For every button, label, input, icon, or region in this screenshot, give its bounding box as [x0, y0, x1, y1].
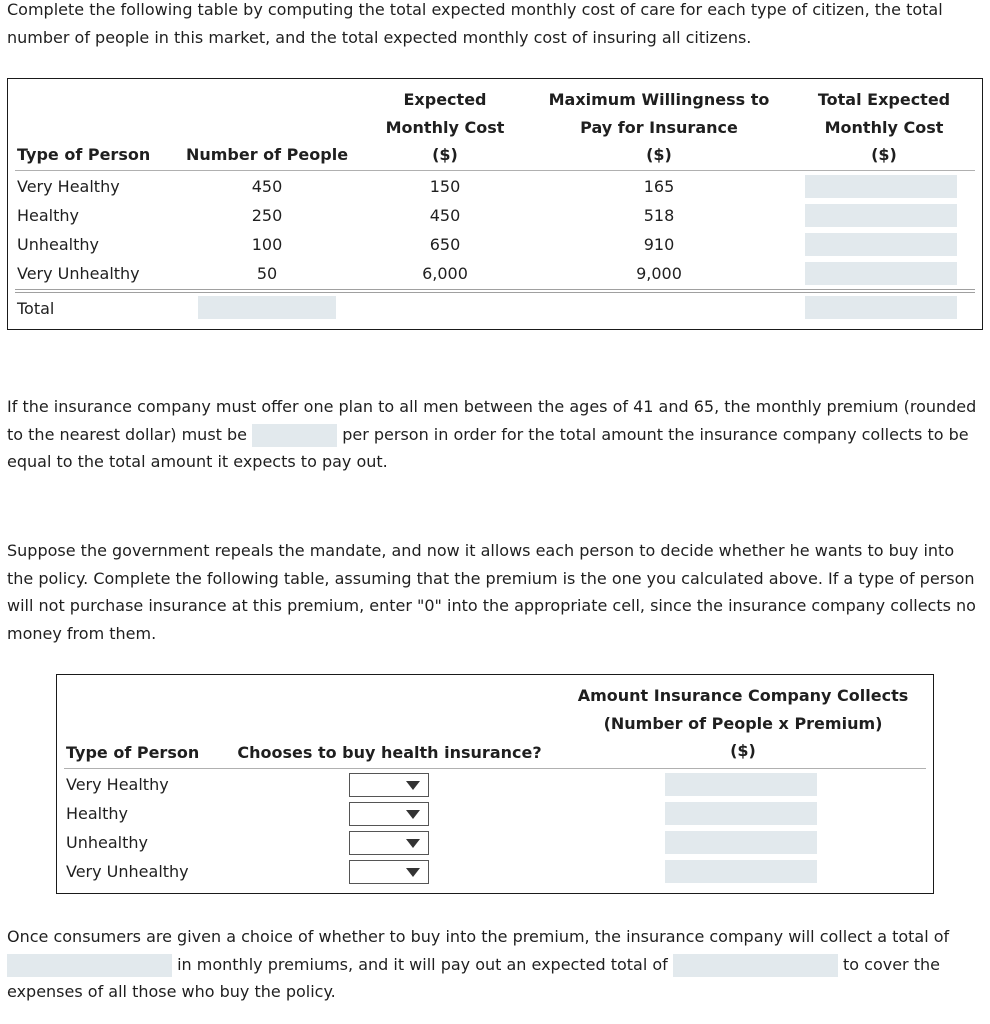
row-number: 100	[251, 235, 283, 254]
row-willingness: 910	[643, 235, 675, 254]
row-willingness: 518	[643, 206, 675, 225]
row-type: Very Unhealthy	[17, 264, 140, 283]
total-collected-input[interactable]	[7, 954, 172, 977]
total-cost-input-healthy[interactable]	[805, 204, 957, 227]
total-payout-input[interactable]	[673, 954, 838, 977]
row-willingness: 165	[643, 177, 675, 196]
row-expected-cost: 6,000	[422, 264, 468, 283]
buy-select-very-healthy[interactable]	[349, 773, 429, 797]
amount-input-very-unhealthy[interactable]	[665, 860, 817, 883]
buy-select-very-unhealthy[interactable]	[349, 860, 429, 884]
row-number: 450	[251, 177, 283, 196]
row-expected-cost: 450	[429, 206, 461, 225]
col-header-total: Total Expected Monthly Cost ($)	[817, 90, 951, 164]
header-rule	[15, 170, 975, 171]
total-people-input[interactable]	[198, 296, 336, 319]
row-willingness: 9,000	[636, 264, 682, 283]
col-header-expected: Expected Monthly Cost ($)	[385, 90, 505, 164]
col-header-choice: Chooses to buy health insurance?	[237, 743, 542, 762]
chevron-down-icon	[406, 781, 420, 790]
row-type: Healthy	[66, 804, 129, 823]
header-rule	[64, 768, 926, 769]
total-rule	[15, 289, 975, 293]
chevron-down-icon	[406, 810, 420, 819]
premium-input[interactable]	[252, 424, 337, 447]
row-type: Very Unhealthy	[66, 862, 189, 881]
row-type: Very Healthy	[66, 775, 169, 794]
purchase-table	[56, 674, 934, 894]
total-cost-input-unhealthy[interactable]	[805, 233, 957, 256]
row-expected-cost: 150	[429, 177, 461, 196]
grand-total-cost-input[interactable]	[805, 296, 957, 319]
chevron-down-icon	[406, 839, 420, 848]
chevron-down-icon	[406, 868, 420, 877]
amount-input-very-healthy[interactable]	[665, 773, 817, 796]
premium-paragraph	[7, 393, 980, 476]
intro-text: Complete the following table by computing the total expected monthly cost of care for each type of citizen, the total number of people in this market, and the total expected monthly cost of insuring all citizens.	[7, 0, 943, 47]
total-label: Total	[17, 299, 55, 318]
row-number: 250	[251, 206, 283, 225]
total-cost-input-very-unhealthy[interactable]	[805, 262, 957, 285]
final-text-part1: Once consumers are given a choice of whether to buy into the premium, the insurance company will collect a total of	[7, 927, 950, 946]
row-type: Unhealthy	[66, 833, 148, 852]
row-number: 50	[256, 264, 278, 283]
row-type: Very Healthy	[17, 177, 120, 196]
col-header-amount: Amount Insurance Company Collects (Number of People x Premium) ($)	[577, 686, 909, 760]
buy-select-healthy[interactable]	[349, 802, 429, 826]
repeal-paragraph: Suppose the government repeals the mandate, and now it allows each person to decide whether he wants to buy into the policy. Complete the following table, assuming that the premium is the one you calculated above. If a type of person will not purchase insurance at this premium, enter "0" into the appropriate cell, since the insurance company collects no money from them.	[7, 541, 976, 643]
row-type: Healthy	[17, 206, 80, 225]
total-cost-input-very-healthy[interactable]	[805, 175, 957, 198]
amount-input-healthy[interactable]	[665, 802, 817, 825]
final-paragraph	[7, 923, 980, 1006]
premium-text-after: per person in order for the total amount the insurance company collects to be equal to the total amount it expects to pay out.	[7, 424, 969, 471]
row-expected-cost: 650	[429, 235, 461, 254]
col-header-type: Type of Person	[66, 743, 200, 762]
amount-input-unhealthy[interactable]	[665, 831, 817, 854]
final-text-part3: to cover the expenses of all those who buy the policy.	[7, 954, 940, 1001]
row-type: Unhealthy	[17, 235, 99, 254]
premium-text-before: If the insurance company must offer one plan to all men between the ages of 41 and 65, the monthly premium (rounded to the nearest dollar) must be	[7, 397, 977, 444]
col-header-number: Number of People	[185, 145, 349, 164]
col-header-willingness: Maximum Willingness to Pay for Insurance ($)	[548, 90, 770, 164]
cost-table	[7, 78, 983, 330]
final-text-part2: in monthly premiums, and it will pay out an expected total of	[177, 954, 668, 974]
buy-select-unhealthy[interactable]	[349, 831, 429, 855]
col-header-type: Type of Person	[17, 145, 151, 164]
